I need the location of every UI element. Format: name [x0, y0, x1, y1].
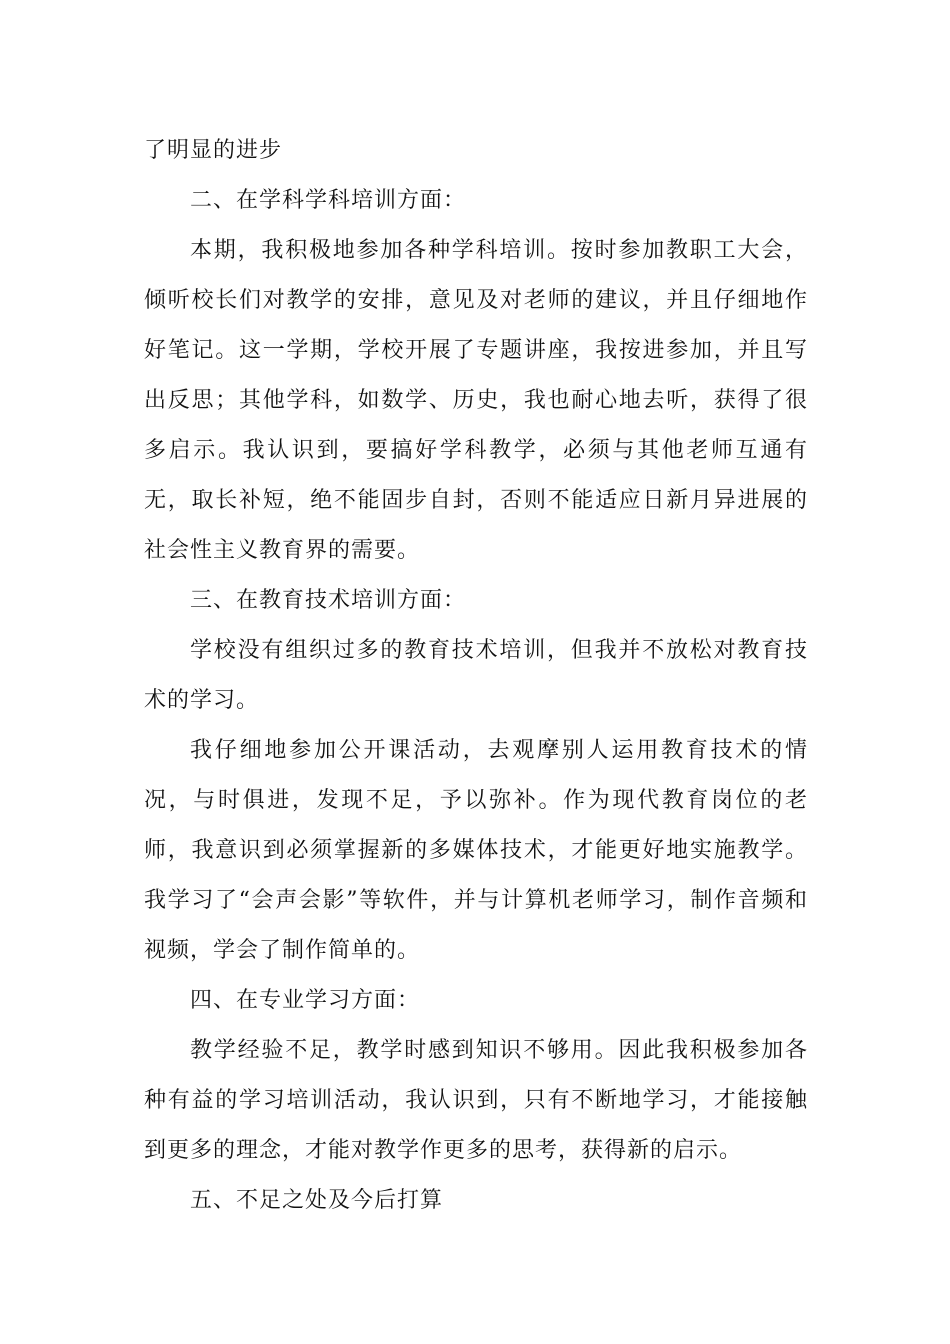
section-heading-2: 二、在学科学科培训方面： [190, 188, 467, 213]
section-heading-4: 四、在专业学习方面： [190, 988, 421, 1013]
document-body [144, 126, 808, 1226]
paragraph: 我仔细地参加公开课活动，去观摩别人运用教育技术的情况，与时俱进，发现不足，予以弥补。作为现代教育岗位的老师，我意识到必须掌握新的多媒体技术，才能更好地实施教学。我学习了“会声会影”等软件，并与计算机老师学习，制作音频和视频，学会了制作简单的。 [144, 738, 808, 963]
paragraph: 本期，我积极地参加各种学科培训。按时参加教职工大会，倾听校长们对教学的安排，意见及对老师的建议，并且仔细地作好笔记。这一学期，学校开展了专题讲座，我按进参加，并且写出反思；其他学科，如数学、历史，我也耐心地去听，获得了很多启示。我认识到，要搞好学科教学，必须与其他老师互通有无，取长补短，绝不能固步自封，否则不能适应日新月异进展的社会性主义教育界的需要。 [144, 238, 808, 563]
paragraph: 学校没有组织过多的教育技术培训，但我并不放松对教育技术的学习。 [144, 638, 808, 713]
paragraph-continuation: 了明显的进步 [144, 138, 283, 163]
section-heading-5: 五、不足之处及今后打算 [190, 1188, 444, 1213]
section-heading-3: 三、在教育技术培训方面： [190, 588, 467, 613]
paragraph: 教学经验不足，教学时感到知识不够用。因此我积极参加各种有益的学习培训活动，我认识到，只有不断地学习，才能接触到更多的理念，才能对教学作更多的思考，获得新的启示。 [144, 1038, 808, 1163]
